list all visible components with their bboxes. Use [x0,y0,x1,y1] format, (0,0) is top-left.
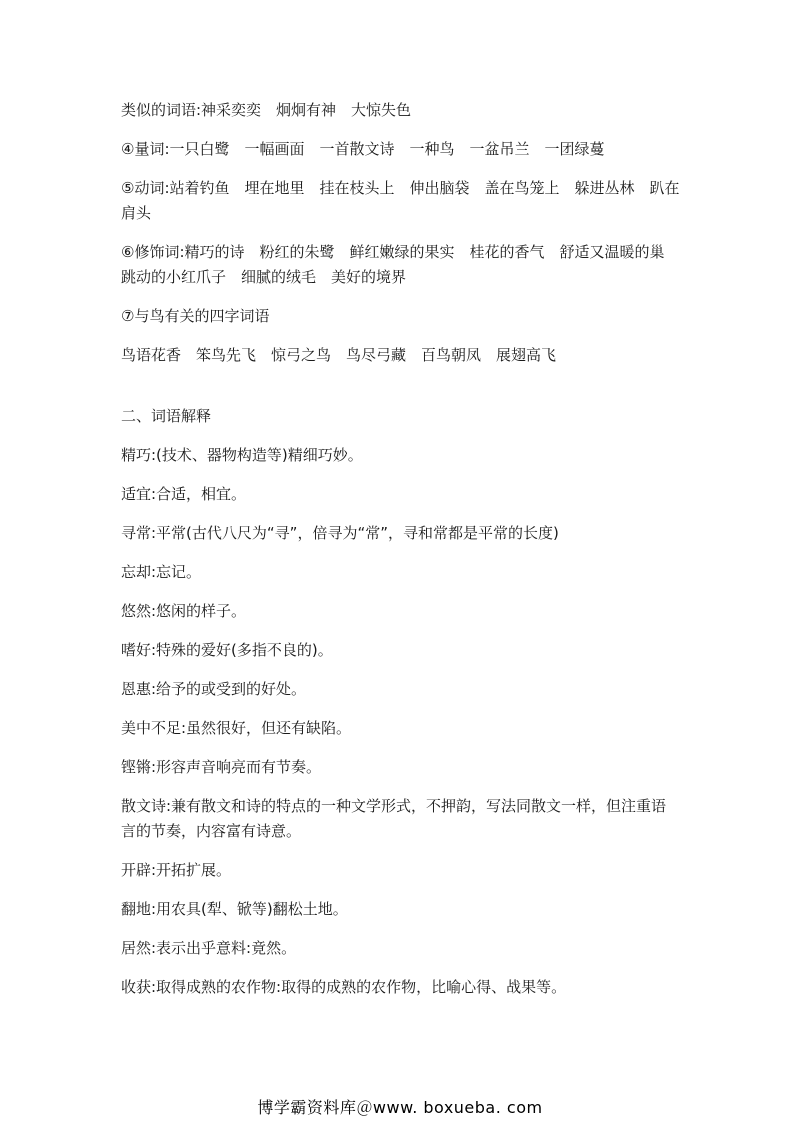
document-body [121,98,681,1014]
definition-entry: 开辟:开拓扩展。 [121,861,232,879]
verbs-line: ⑤动词:站着钓鱼 埋在地里 挂在枝头上 伸出脑袋 盖在鸟笼上 躲进丛林 趴在肩头 [121,179,680,222]
definition-entry: 散文诗:兼有散文和诗的特点的一种文学形式，不押韵，写法同散文一样，但注重语言的节奏，内容富有诗意。 [121,797,667,840]
footer-watermark: 博学霸资料库＠www. boxueba. com [257,1098,543,1117]
section-spacer [121,382,681,404]
definition-entry: 精巧:(技术、器物构造等)精细巧妙。 [121,446,363,464]
definition-entry: 铿锵:形容声音响亮而有节奏。 [121,758,322,776]
definition-entry: 翻地:用农具(犁、锨等)翻松土地。 [121,900,348,918]
definition-entry: 嗜好:特殊的爱好(多指不良的)。 [121,641,333,659]
definition-entry: 适宜:合适，相宜。 [121,485,247,503]
bird-idioms-title: ⑦与鸟有关的四字词语 [121,307,270,325]
definition-entry: 寻常:平常(古代八尺为“寻”，倍寻为“常”，寻和常都是平常的长度) [121,524,559,542]
definition-entry: 收获:取得成熟的农作物:取得的成熟的农作物，比喻心得、战果等。 [121,978,567,996]
definition-entry: 美中不足:虽然很好，但还有缺陷。 [121,719,352,737]
definition-entry: 忘却:忘记。 [121,563,202,581]
section-heading: 二、词语解释 [121,407,212,425]
measure-words-line: ④量词:一只白鹭 一幅画面 一首散文诗 一种鸟 一盆吊兰 一团绿蔓 [121,140,605,158]
similar-words-line: 类似的词语:神采奕奕 炯炯有神 大惊失色 [121,101,412,119]
definition-entry: 居然:表示出乎意料:竟然。 [121,939,297,957]
bird-idioms-line: 鸟语花香 笨鸟先飞 惊弓之鸟 鸟尽弓藏 百鸟朝凤 展翅高飞 [121,346,557,364]
definition-entry: 恩惠:给予的或受到的好处。 [121,680,307,698]
definition-entry: 悠然:悠闲的样子。 [121,602,247,620]
modifiers-line: ⑥修饰词:精巧的诗 粉红的朱鹭 鲜红嫩绿的果实 桂花的香气 舒适又温暖的巢 跳动的小红爪子 细腻的绒毛 美好的境界 [121,243,680,286]
